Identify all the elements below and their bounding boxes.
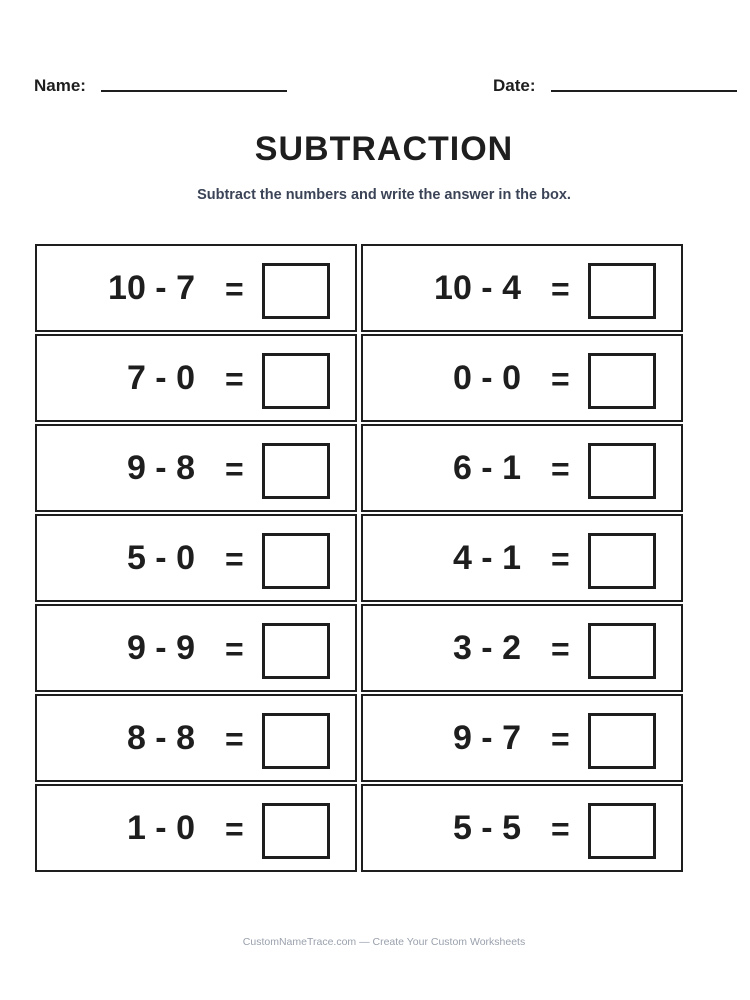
answer-box[interactable] [262,353,330,409]
problem-expression: 3 - 2 [452,629,521,667]
answer-box[interactable] [588,533,656,589]
problem-cell [35,694,357,782]
answer-box[interactable] [588,353,656,409]
problem-expression: 5 - 5 [452,809,521,847]
footer-credit: CustomNameTrace.com — Create Your Custom Worksheets [242,936,526,948]
problem-cell [361,424,683,512]
problem-expression: 8 - 8 [126,719,195,757]
problem-cell [361,784,683,872]
problem-expression: 4 - 1 [452,539,521,577]
problem-expression: 9 - 8 [126,449,195,487]
equals-sign: = [225,541,244,577]
problem-expression: 0 - 0 [452,359,521,397]
equals-sign: = [225,361,244,397]
answer-box[interactable] [588,713,656,769]
equals-sign: = [225,271,244,307]
equals-sign: = [551,451,570,487]
equals-sign: = [551,811,570,847]
problem-cell [361,334,683,422]
answer-box[interactable] [588,263,656,319]
problem-expression: 9 - 9 [126,629,195,667]
equals-sign: = [551,631,570,667]
worksheet-title: SUBTRACTION [254,130,514,168]
problem-cell [35,334,357,422]
equals-sign: = [225,451,244,487]
problem-cell [361,514,683,602]
answer-box[interactable] [262,263,330,319]
problem-cell [361,244,683,332]
instructions: Subtract the numbers and write the answer in the box. [197,187,571,203]
problem-expression: 1 - 0 [126,809,195,847]
problem-expression: 7 - 0 [126,359,195,397]
equals-sign: = [551,721,570,757]
name-label: Name: [34,76,86,95]
problem-grid [35,244,683,872]
answer-box[interactable] [588,803,656,859]
problem-cell [35,784,357,872]
name-field[interactable] [101,90,287,92]
problem-cell [361,604,683,692]
equals-sign: = [551,361,570,397]
answer-box[interactable] [262,623,330,679]
equals-sign: = [225,721,244,757]
problem-cell [35,514,357,602]
equals-sign: = [225,631,244,667]
problem-cell [361,694,683,782]
answer-box[interactable] [262,713,330,769]
equals-sign: = [551,541,570,577]
answer-box[interactable] [588,443,656,499]
answer-box[interactable] [262,533,330,589]
problem-expression: 10 - 7 [108,269,195,307]
answer-box[interactable] [588,623,656,679]
problem-expression: 5 - 0 [126,539,195,577]
equals-sign: = [225,811,244,847]
problem-cell [35,244,357,332]
date-label: Date: [493,76,536,95]
problem-expression: 9 - 7 [452,719,521,757]
date-field[interactable] [551,90,737,92]
answer-box[interactable] [262,803,330,859]
problem-expression: 10 - 4 [434,269,521,307]
problem-cell [35,604,357,692]
problem-expression: 6 - 1 [452,449,521,487]
answer-box[interactable] [262,443,330,499]
problem-cell [35,424,357,512]
equals-sign: = [551,271,570,307]
